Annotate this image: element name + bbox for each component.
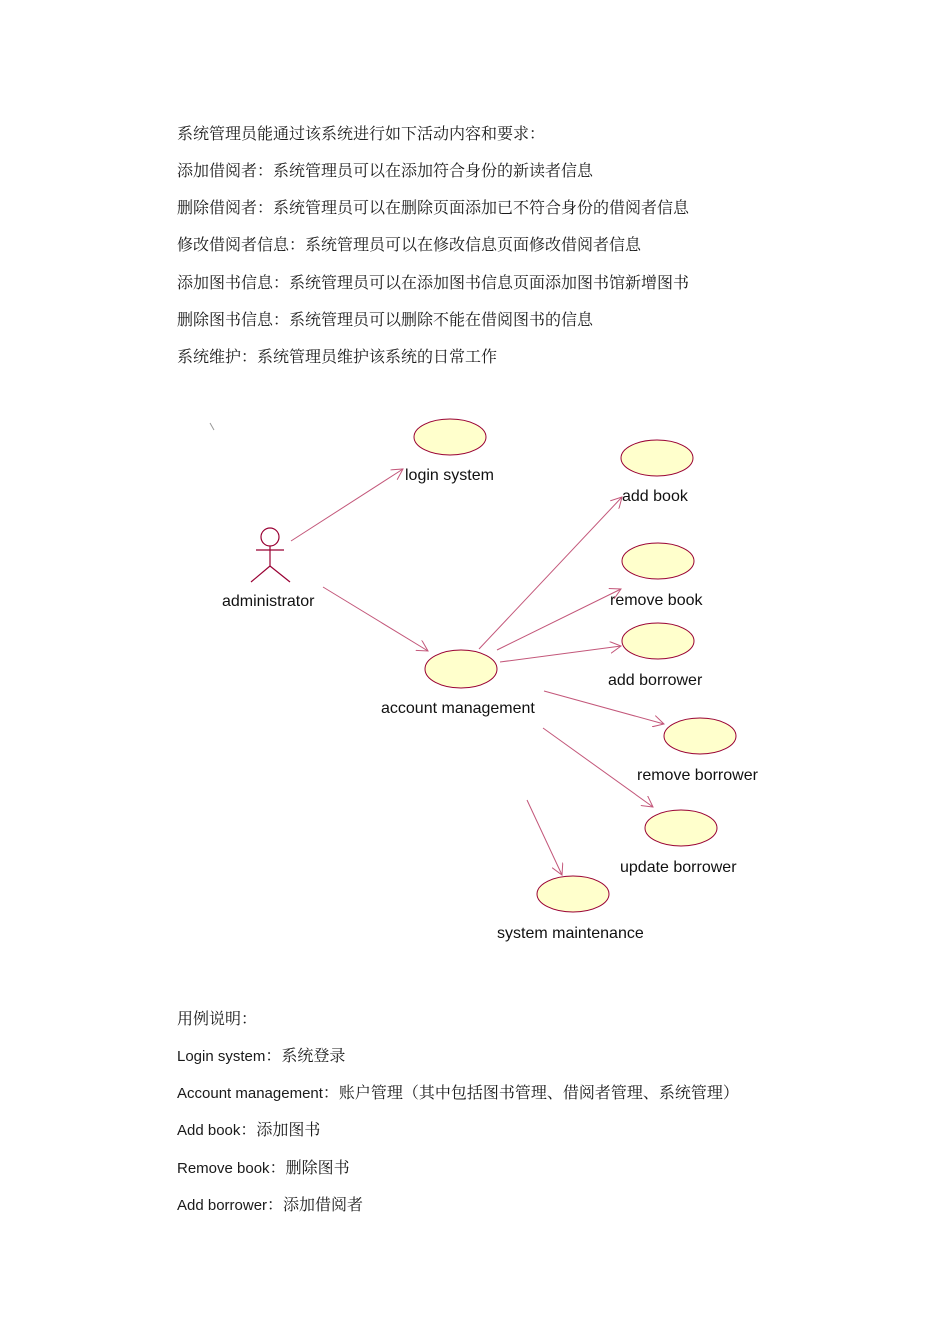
- use-case-label: add book: [622, 488, 688, 505]
- actor-administrator: [251, 528, 290, 582]
- actor-label: administrator: [222, 593, 315, 610]
- use-case-add-book: [621, 440, 693, 476]
- description-meaning: ：删除图书: [269, 1158, 350, 1177]
- association-arrow: [500, 646, 621, 662]
- descriptions-heading: 用例说明：: [177, 1009, 258, 1028]
- description-row: [177, 1046, 345, 1067]
- association-arrow: [323, 587, 428, 651]
- association-arrow: [291, 469, 403, 541]
- actor-right-leg: [270, 566, 290, 582]
- use-case-label: remove book: [610, 592, 703, 609]
- intro-item: 删除借阅者：系统管理员可以在删除页面添加已不符合身份的借阅者信息: [177, 198, 690, 217]
- use-case-remove-borrower: [664, 718, 736, 754]
- use-case-diagram: [0, 400, 950, 960]
- description-meaning: ：添加图书: [240, 1120, 321, 1139]
- description-term: Add borrower: [177, 1197, 268, 1214]
- intro-item: 添加图书信息：系统管理员可以在添加图书信息页面添加图书馆新增图书: [177, 273, 690, 292]
- use-case-label: remove borrower: [637, 767, 758, 784]
- association-arrow: [527, 800, 562, 875]
- description-meaning: ：添加借阅者: [267, 1195, 364, 1214]
- association-arrow: [544, 691, 664, 724]
- description-row: [177, 1158, 350, 1179]
- use-case-login-system: [414, 419, 486, 455]
- description-term: Login system: [177, 1048, 266, 1065]
- intro-lead: 系统管理员能通过该系统进行如下活动内容和要求：: [177, 124, 546, 143]
- stray-mark: [210, 423, 214, 430]
- actor-head: [261, 528, 279, 546]
- use-case-label: update borrower: [620, 859, 737, 876]
- description-term: Remove book: [177, 1160, 270, 1177]
- use-case-update-borrower: [645, 810, 717, 846]
- use-case-remove-book: [622, 543, 694, 579]
- association-arrow: [497, 589, 621, 650]
- description-term: Add book: [177, 1122, 241, 1139]
- description-row: [177, 1195, 363, 1216]
- use-case-add-borrower: [622, 623, 694, 659]
- intro-item: 修改借阅者信息：系统管理员可以在修改信息页面修改借阅者信息: [177, 235, 642, 254]
- intro-item: 删除图书信息：系统管理员可以删除不能在借阅图书的信息: [177, 310, 594, 329]
- description-meaning: ：账户管理（其中包括图书管理、借阅者管理、系统管理）: [322, 1083, 739, 1102]
- intro-item: 系统维护：系统管理员维护该系统的日常工作: [177, 347, 498, 366]
- description-term: Account management: [177, 1085, 323, 1102]
- description-row: [177, 1083, 739, 1104]
- use-case-system-maintenance: [537, 876, 609, 912]
- use-case-label: system maintenance: [497, 925, 644, 942]
- use-case-label: login system: [405, 467, 494, 484]
- description-row: [177, 1120, 320, 1141]
- use-case-label: account management: [381, 700, 535, 717]
- description-meaning: ：系统登录: [265, 1046, 346, 1065]
- use-case-account-management: [425, 650, 497, 688]
- association-arrow: [479, 497, 622, 649]
- intro-item: 添加借阅者：系统管理员可以在添加符合身份的新读者信息: [177, 161, 594, 180]
- actor-left-leg: [251, 566, 270, 582]
- use-case-label: add borrower: [608, 672, 703, 689]
